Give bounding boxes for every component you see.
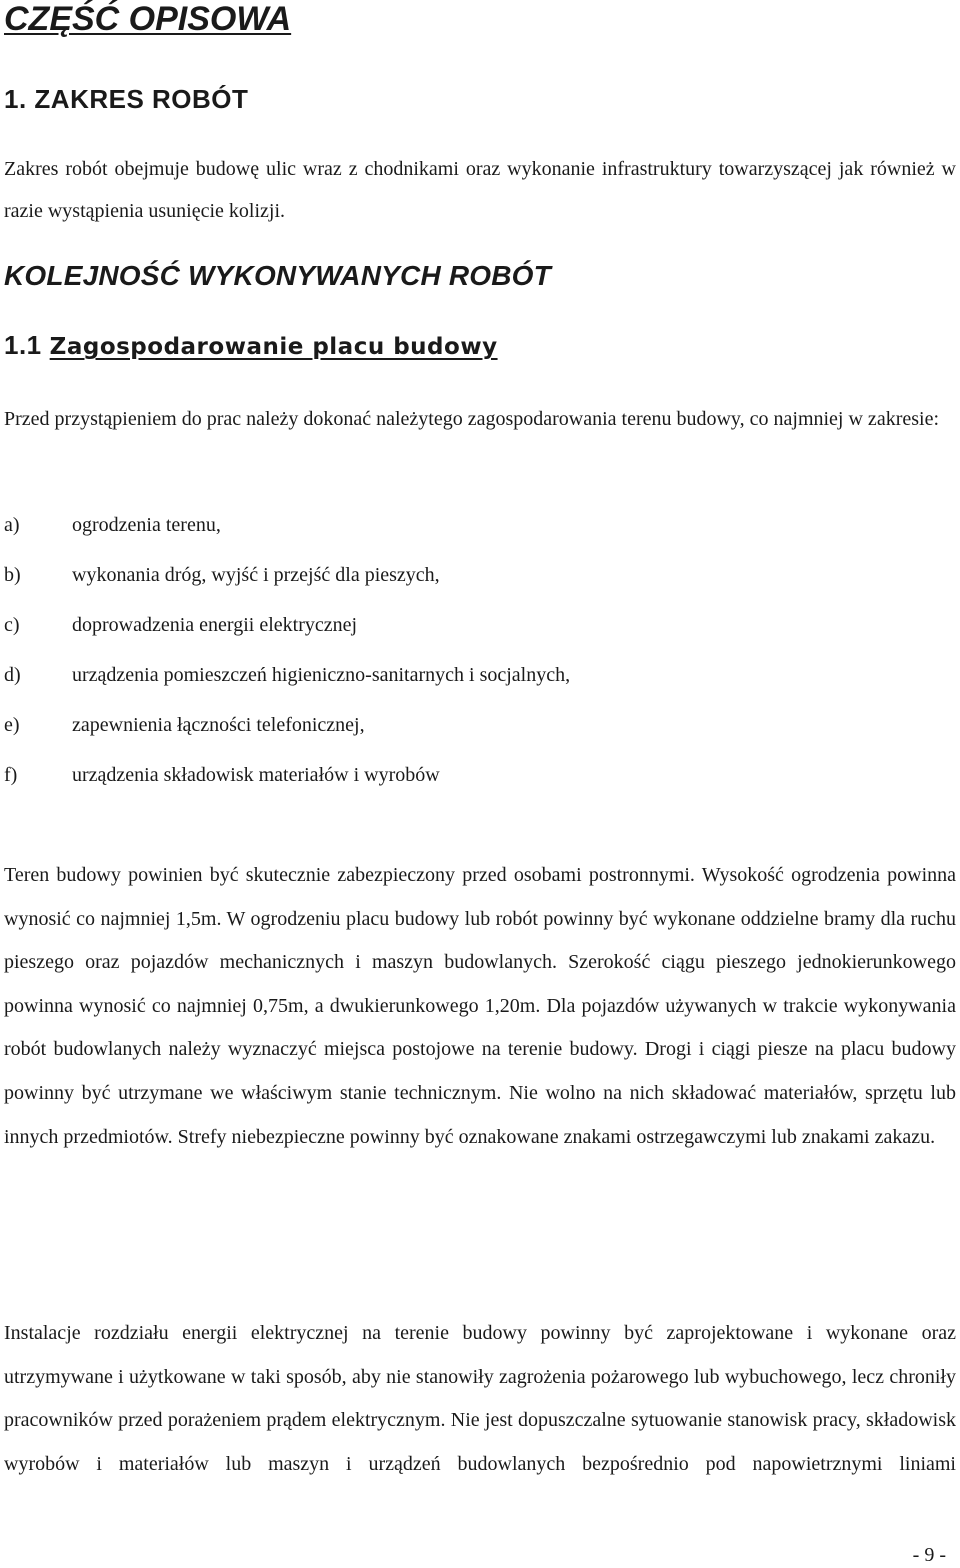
list-item-label: d) [4,664,21,686]
subsection-title: Zagospodarowanie placu budowy [49,334,498,360]
site-preparation-list [4,505,570,805]
list-item [4,655,570,705]
list-item [4,705,570,755]
paragraph-site-security: Teren budowy powinien być skutecznie zabezpieczony przed osobami postronnymi. Wysokość ogrodzenia powinna wynosić co najmniej 1,5m. W ogrodzeniu placu budowy lub robót powinny być wykonane oddzielne bramy dla ruchu pieszego oraz pojazdów mechanicznych i maszyn budowlanych. Szerokość ciągu pieszego jednokierunkowego powinna wynosić co najmniej 0,75m, a dwukierunkowego 1,20m. Dla pojazdów używanych w trakcie wykonywania robót budowlanych należy wyznaczyć miejsca postojowe na terenie budowy. Drogi i ciągi piesze na placu budowy powinny być utrzymane we właściwym stanie technicznym. Nie wolno na nich składować materiałów, sprzętu lub innych przedmiotów. Strefy niebezpieczne powinny być oznakowane znakami ostrzegawczymi lub znakami zakazu. [4,864,956,1148]
list-item-text: zapewnienia łączności telefonicznej, [72,714,365,736]
section-heading-order: KOLEJNOŚĆ WYKONYWANYCH ROBÓT [4,260,551,291]
list-item-label: e) [4,714,20,736]
list-item [4,755,570,805]
list-item [4,605,570,655]
list-item [4,505,570,555]
list-item-text: ogrodzenia terenu, [72,514,221,536]
list-item [4,555,570,605]
list-item-text: urządzenia pomieszczeń higieniczno-sanitarnych i socjalnych, [72,664,571,686]
list-item-label: c) [4,614,20,636]
list-item-label: a) [4,514,20,536]
paragraph-electrical-installation: Instalacje rozdziału energii elektrycznej na terenie budowy powinny być zaprojektowane i wykonane oraz utrzymywane i użytkowane w taki sposób, aby nie stanowiły zagrożenia pożarowego lub wybuchowego, lecz chroniły pracowników przed porażeniem prądem elektrycznym. Nie jest dopuszczalne sytuowanie stanowisk pracy, składowisk wyrobów i materiałów lub maszyn i urządzeń budowlanych bezpośrednio pod napowietrznymi liniami [4,1322,956,1475]
page-number: - 9 - [912,1544,946,1566]
list-item-text: doprowadzenia energii elektrycznej [72,614,358,636]
section-heading-scope: 1. ZAKRES ROBÓT [4,84,249,114]
paragraph-intro: Przed przystąpieniem do prac należy dokonać należytego zagospodarowania terenu budowy, co najmniej w zakresie: [4,408,939,430]
subsection-heading [4,330,498,361]
document-main-heading: CZĘŚĆ OPISOWA [4,0,292,38]
paragraph-scope: Zakres robót obejmuje budowę ulic wraz z chodnikami oraz wykonanie infrastruktury towarzyszącej jak również w razie wystąpienia usunięcie kolizji. [4,158,956,222]
list-item-text: wykonania dróg, wyjść i przejść dla pieszych, [72,564,440,586]
list-item-text: urządzenia składowisk materiałów i wyrobów [72,764,440,786]
list-item-label: f) [4,764,18,786]
subsection-number: 1.1 [4,330,42,360]
list-item-label: b) [4,564,21,586]
